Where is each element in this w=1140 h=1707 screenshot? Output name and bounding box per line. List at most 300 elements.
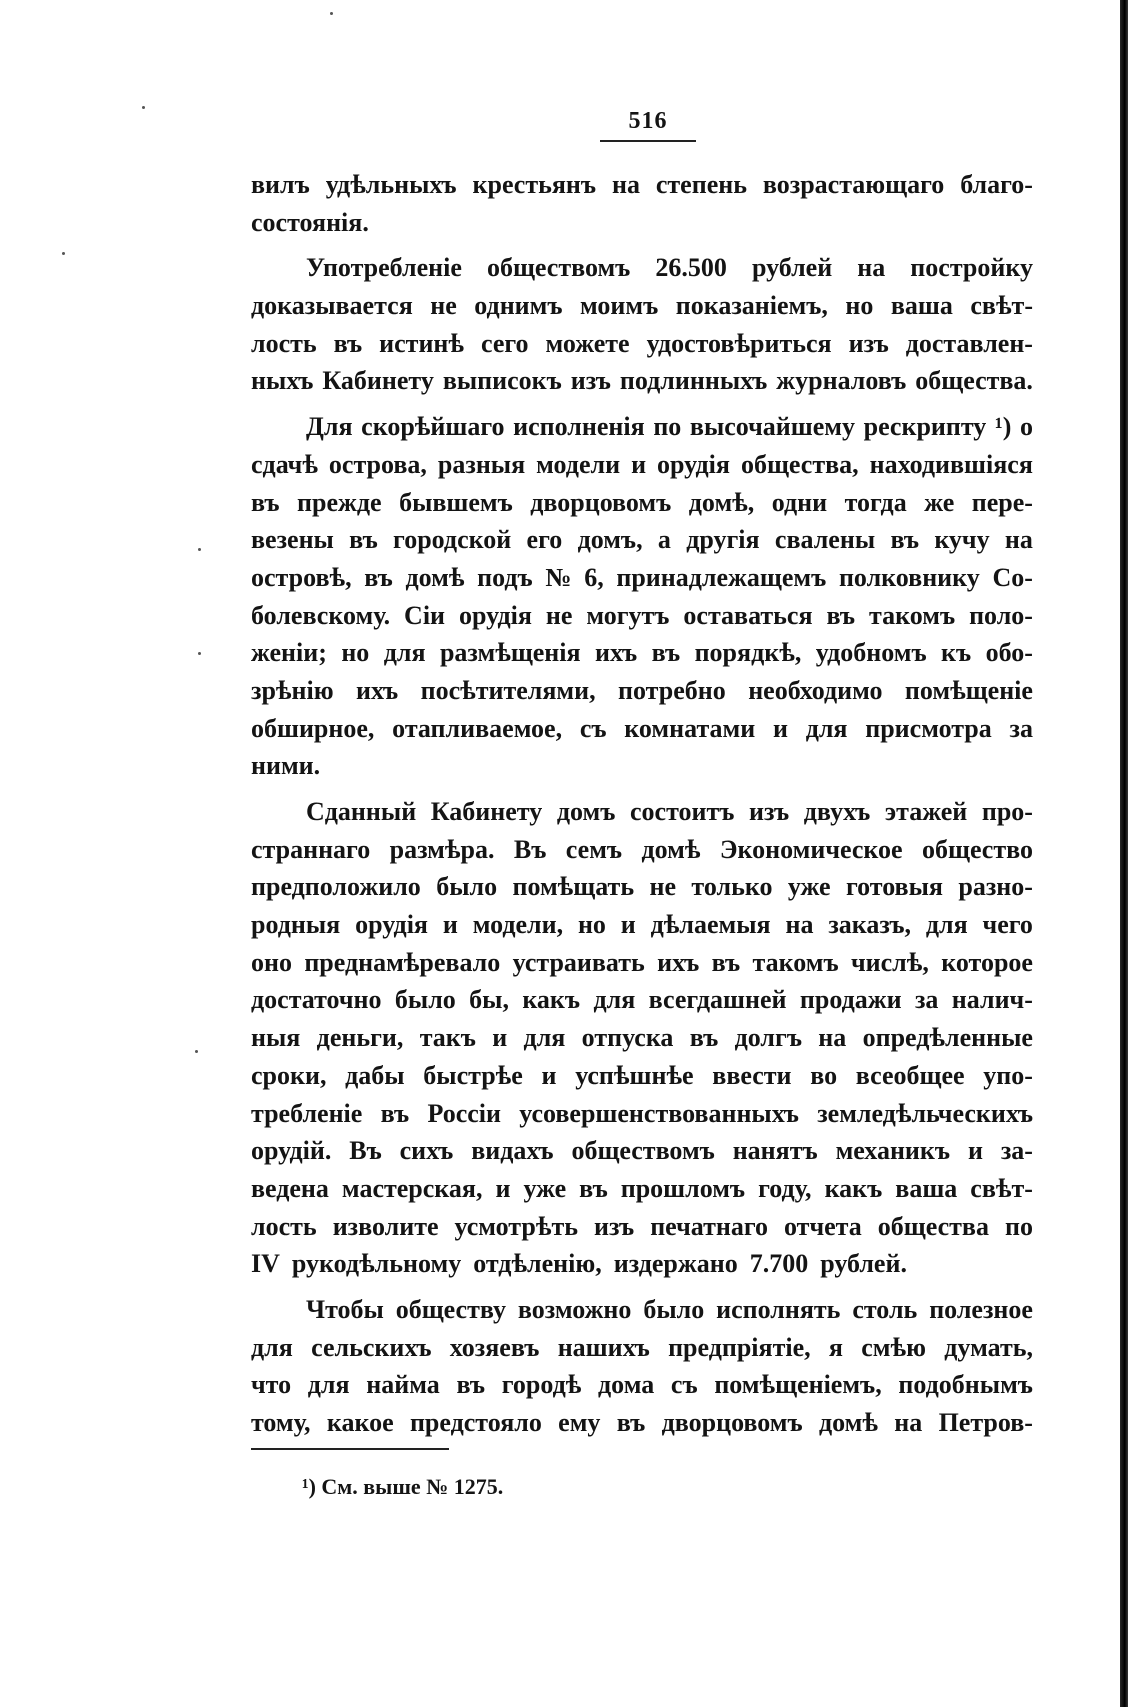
word: IV bbox=[251, 1249, 280, 1279]
word: требленіе bbox=[251, 1098, 363, 1128]
word: другія bbox=[686, 525, 760, 555]
word: дѣлаемыя bbox=[650, 910, 771, 940]
word: свѣт- bbox=[970, 291, 1033, 321]
text-line bbox=[251, 1249, 1033, 1287]
word: обширное, bbox=[251, 713, 375, 743]
word: ныя bbox=[251, 1023, 301, 1053]
scan-speck bbox=[195, 1050, 198, 1053]
word: числѣ, bbox=[851, 947, 929, 977]
word: я bbox=[828, 1332, 843, 1362]
word: сдачѣ bbox=[251, 449, 318, 479]
word: подобнымъ bbox=[898, 1370, 1033, 1400]
word: присмотра bbox=[865, 713, 992, 743]
word: для bbox=[383, 638, 426, 668]
text-line bbox=[251, 797, 1033, 835]
scan-speck bbox=[330, 12, 333, 15]
word: оставаться bbox=[683, 600, 813, 630]
word: выписокъ bbox=[442, 366, 562, 396]
word: размѣра. bbox=[389, 834, 495, 864]
text-line bbox=[251, 1099, 1033, 1137]
word: на bbox=[1004, 525, 1033, 555]
page-number: 516 bbox=[628, 108, 668, 134]
word: подъ bbox=[477, 562, 533, 592]
word: тому, bbox=[251, 1408, 311, 1437]
word: обществомъ bbox=[486, 253, 631, 283]
word: уже bbox=[787, 872, 831, 902]
word: изволите bbox=[332, 1211, 439, 1241]
word: было bbox=[643, 1294, 705, 1324]
word: думать, bbox=[944, 1332, 1033, 1362]
word: поло- bbox=[969, 600, 1033, 630]
word: въ bbox=[456, 1370, 486, 1400]
word: не bbox=[649, 872, 676, 902]
word: вилъ bbox=[251, 170, 310, 199]
word: было bbox=[394, 985, 456, 1015]
word: предпріятіе, bbox=[668, 1332, 811, 1362]
scan-speck bbox=[198, 652, 201, 655]
word: но bbox=[341, 638, 370, 668]
text-line bbox=[251, 872, 1033, 910]
scan-speck bbox=[142, 106, 145, 109]
word: въ bbox=[890, 525, 919, 555]
word: находившіяся bbox=[869, 449, 1033, 479]
word: въ bbox=[364, 562, 393, 592]
word: островѣ, bbox=[251, 562, 352, 592]
word: усмотрѣть bbox=[454, 1211, 578, 1241]
word: крестьянъ bbox=[472, 170, 597, 199]
word: всеобщее bbox=[855, 1060, 965, 1090]
word: возможно bbox=[517, 1294, 632, 1324]
text-line bbox=[251, 563, 1033, 601]
word: по bbox=[1004, 1211, 1033, 1241]
word: размѣщенія bbox=[439, 638, 581, 668]
text-line bbox=[251, 1174, 1033, 1212]
text-line bbox=[251, 1295, 1033, 1333]
word: однимъ bbox=[474, 291, 563, 321]
word: двухъ bbox=[803, 797, 871, 826]
word: такъ bbox=[419, 1023, 476, 1053]
word: для bbox=[593, 985, 636, 1015]
word: отчета bbox=[784, 1211, 862, 1241]
word: рублей bbox=[751, 253, 833, 283]
word: издержано bbox=[613, 1249, 738, 1279]
word: рублей. bbox=[820, 1249, 907, 1279]
word: какое bbox=[326, 1408, 394, 1437]
word: лость bbox=[251, 328, 317, 358]
word: Петров- bbox=[938, 1408, 1033, 1437]
word: доказывается bbox=[251, 291, 413, 321]
word: Сданный bbox=[306, 797, 417, 826]
word: механикъ bbox=[835, 1136, 951, 1166]
footnote: ¹) См. выше № 1275. bbox=[302, 1474, 504, 1499]
word: ними. bbox=[251, 751, 321, 781]
word: ихъ bbox=[356, 675, 399, 705]
word: смѣю bbox=[861, 1332, 926, 1362]
text-line bbox=[251, 1136, 1033, 1174]
word: чего bbox=[982, 910, 1033, 940]
word: преднамѣревало bbox=[304, 947, 501, 977]
word: Чтобы bbox=[306, 1294, 384, 1324]
word: въ bbox=[579, 1173, 608, 1203]
word: не bbox=[545, 600, 573, 630]
word: не bbox=[430, 291, 457, 321]
word: такомъ bbox=[869, 600, 956, 630]
word: столь bbox=[852, 1294, 918, 1324]
word: усовершенствованныхъ bbox=[519, 1098, 799, 1128]
word: нанятъ bbox=[732, 1136, 818, 1166]
word: городской bbox=[393, 525, 512, 555]
word: можете bbox=[545, 328, 630, 358]
word: въ bbox=[651, 638, 681, 668]
word: же bbox=[924, 487, 955, 517]
text-line bbox=[251, 1333, 1033, 1371]
text-line bbox=[251, 985, 1033, 1023]
word: въ bbox=[689, 1023, 719, 1053]
word: кучу bbox=[934, 525, 990, 555]
word: домѣ, bbox=[688, 487, 755, 517]
word: Со- bbox=[992, 562, 1033, 592]
word: бывшемъ bbox=[399, 487, 513, 517]
word: земледѣльческихъ bbox=[817, 1098, 1033, 1128]
word: рукодѣльному bbox=[291, 1249, 462, 1279]
word: везены bbox=[251, 525, 334, 555]
word: ихъ bbox=[595, 638, 638, 668]
word: и bbox=[772, 713, 788, 743]
word: про- bbox=[981, 797, 1033, 826]
word: могутъ bbox=[586, 600, 670, 630]
footnote-rule bbox=[251, 1448, 449, 1450]
word: пере- bbox=[971, 487, 1033, 517]
text-line bbox=[251, 601, 1033, 639]
word: продажи bbox=[799, 985, 902, 1015]
word: родныя bbox=[251, 910, 341, 940]
word: бы, bbox=[469, 985, 509, 1015]
word: только bbox=[691, 872, 773, 902]
word: налич- bbox=[951, 985, 1033, 1015]
word: и bbox=[631, 449, 647, 479]
word: помѣщеніемъ, bbox=[714, 1370, 882, 1400]
word: за bbox=[1009, 713, 1033, 743]
word: посѣтителями, bbox=[420, 675, 596, 705]
word: для bbox=[523, 1023, 566, 1053]
word: изъ bbox=[594, 1211, 635, 1241]
word: орудія bbox=[657, 449, 730, 479]
word: домѣ bbox=[405, 562, 465, 592]
word: 7.700 bbox=[749, 1249, 809, 1279]
word: зрѣнію bbox=[251, 675, 334, 705]
word: благо- bbox=[960, 170, 1033, 199]
text-line bbox=[251, 751, 1033, 789]
word: № bbox=[545, 562, 572, 592]
word: ихъ bbox=[657, 947, 700, 977]
word: дабы bbox=[345, 1060, 405, 1090]
word: прежде bbox=[297, 487, 382, 517]
word: помѣщеніе bbox=[904, 675, 1033, 705]
word: постройку bbox=[910, 253, 1033, 283]
word: домъ, bbox=[577, 525, 643, 555]
word: высочайшему bbox=[689, 412, 855, 442]
text-line bbox=[251, 450, 1033, 488]
word: ввести bbox=[712, 1060, 792, 1090]
word: и bbox=[967, 1136, 983, 1166]
word: на bbox=[611, 170, 640, 199]
word: свѣт- bbox=[970, 1173, 1033, 1203]
word: орудія bbox=[355, 910, 428, 940]
word: тогда bbox=[844, 487, 907, 517]
word: женіи; bbox=[251, 638, 327, 668]
word: которое bbox=[941, 947, 1033, 977]
text-line bbox=[251, 253, 1033, 291]
word: состоитъ bbox=[629, 797, 735, 826]
word: потребно bbox=[618, 675, 726, 705]
word: Экономическое bbox=[719, 834, 903, 864]
word: какъ bbox=[522, 985, 581, 1015]
word: ему bbox=[558, 1408, 601, 1437]
word: разныя bbox=[437, 449, 526, 479]
text-line bbox=[251, 366, 1033, 404]
text-line bbox=[251, 1370, 1033, 1408]
text-line bbox=[251, 170, 1033, 208]
word: съ bbox=[579, 713, 607, 743]
text-line bbox=[251, 835, 1033, 873]
word: Россіи bbox=[427, 1098, 501, 1128]
word: изъ bbox=[848, 328, 889, 358]
word: найма bbox=[366, 1370, 440, 1400]
text-line bbox=[251, 208, 1033, 246]
word: долгъ bbox=[734, 1023, 802, 1053]
word: но bbox=[845, 291, 874, 321]
word: достаточно bbox=[251, 985, 382, 1015]
word: удостовѣриться bbox=[646, 328, 832, 358]
body-text bbox=[251, 170, 1033, 1446]
word: дворцовомъ bbox=[530, 487, 672, 517]
scan-speck bbox=[198, 548, 201, 551]
word: видахъ bbox=[471, 1136, 554, 1166]
word: комнатами bbox=[624, 713, 756, 743]
word: Кабинету bbox=[430, 797, 543, 826]
text-line bbox=[251, 638, 1033, 676]
word: исполненія bbox=[513, 412, 645, 442]
word: состоянія. bbox=[251, 207, 369, 237]
text-line bbox=[251, 525, 1033, 563]
text-line bbox=[251, 1408, 1033, 1446]
word: и bbox=[495, 1173, 511, 1203]
word: разно- bbox=[958, 872, 1033, 902]
word: готовыя bbox=[845, 872, 943, 902]
word: въ bbox=[349, 525, 378, 555]
word: было bbox=[436, 872, 498, 902]
word: для bbox=[307, 1370, 350, 1400]
word: для bbox=[925, 910, 968, 940]
word: рескрипту bbox=[863, 412, 987, 442]
page-number-rule bbox=[600, 140, 696, 142]
text-line bbox=[251, 1212, 1033, 1250]
word: степень bbox=[655, 170, 747, 199]
word: нашихъ bbox=[557, 1332, 650, 1362]
word: порядкѣ, bbox=[694, 638, 802, 668]
word: Для bbox=[306, 412, 353, 442]
word: для bbox=[251, 1332, 293, 1362]
word: свалены bbox=[774, 525, 876, 555]
text-line bbox=[251, 910, 1033, 948]
word: на bbox=[818, 1023, 847, 1053]
word: къ bbox=[941, 638, 972, 668]
word: уже bbox=[523, 1173, 567, 1203]
word: Въ bbox=[349, 1136, 382, 1166]
word: сего bbox=[480, 328, 529, 358]
word: модели bbox=[536, 449, 621, 479]
word: на bbox=[785, 910, 814, 940]
word: что bbox=[251, 1370, 292, 1400]
scan-edge bbox=[1120, 0, 1128, 1707]
word: обществу bbox=[395, 1294, 506, 1324]
word: болевскому. bbox=[251, 600, 391, 630]
word: заказъ, bbox=[828, 910, 912, 940]
word: Сіи bbox=[404, 600, 446, 630]
word: хозяевъ bbox=[449, 1332, 540, 1362]
text-line bbox=[251, 714, 1033, 752]
word: опредѣленные bbox=[862, 1023, 1033, 1053]
word: за bbox=[914, 985, 939, 1015]
word: печатнаго bbox=[650, 1211, 768, 1241]
word: Въ bbox=[513, 834, 547, 864]
word: успѣшнѣе bbox=[575, 1060, 694, 1090]
word: доставлен- bbox=[905, 328, 1033, 358]
word: въ bbox=[616, 1408, 646, 1437]
word: мастерская, bbox=[341, 1173, 483, 1203]
word: но bbox=[577, 910, 606, 940]
word: истинѣ bbox=[379, 328, 465, 358]
word: всегдашней bbox=[648, 985, 787, 1015]
word: отапливаемое, bbox=[392, 713, 563, 743]
word: помѣщать bbox=[512, 872, 635, 902]
word: о bbox=[1020, 412, 1033, 442]
word: ваша bbox=[895, 1173, 958, 1203]
text-line bbox=[251, 676, 1033, 714]
word: на bbox=[894, 1408, 923, 1437]
word: дома bbox=[598, 1370, 655, 1400]
word: домѣ bbox=[818, 1408, 878, 1437]
word: острова, bbox=[328, 449, 427, 479]
word: отдѣленію, bbox=[473, 1249, 602, 1279]
word: семъ bbox=[565, 834, 623, 864]
word: сельскихъ bbox=[311, 1332, 432, 1362]
word: подлинныхъ bbox=[619, 366, 768, 396]
word: быстрѣе bbox=[423, 1060, 523, 1090]
word: за- bbox=[1000, 1136, 1033, 1166]
word: одни bbox=[771, 487, 828, 517]
word: моимъ bbox=[580, 291, 659, 321]
word: орудій. bbox=[251, 1136, 332, 1166]
word: предположило bbox=[251, 872, 421, 902]
word: Употребленіе bbox=[306, 253, 462, 283]
word: для bbox=[805, 713, 848, 743]
word: году, bbox=[758, 1173, 812, 1203]
word: домъ bbox=[556, 797, 616, 826]
word: возрастающаго bbox=[762, 170, 945, 199]
word: и bbox=[541, 1060, 557, 1090]
word: лость bbox=[251, 1211, 317, 1241]
word: полковнику bbox=[838, 562, 980, 592]
text-line bbox=[251, 1023, 1033, 1061]
word: удѣльныхъ bbox=[325, 170, 457, 199]
word: въ bbox=[826, 600, 856, 630]
word: общества, bbox=[740, 449, 859, 479]
word: ныхъ bbox=[251, 366, 314, 396]
word: а bbox=[657, 525, 671, 555]
word: и bbox=[442, 910, 458, 940]
word: общества. bbox=[915, 366, 1033, 396]
word: Кабинету bbox=[322, 366, 434, 396]
word: журналовъ bbox=[776, 366, 907, 396]
word: его bbox=[526, 525, 563, 555]
word: деньги, bbox=[316, 1023, 404, 1053]
word: въ bbox=[251, 487, 280, 517]
word: модели, bbox=[472, 910, 564, 940]
word: съ bbox=[670, 1370, 698, 1400]
word: орудія bbox=[458, 600, 532, 630]
word: на bbox=[857, 253, 886, 283]
word: устраивать bbox=[512, 947, 645, 977]
word: оно bbox=[251, 947, 292, 977]
text-line bbox=[251, 948, 1033, 986]
word: принадлежащемъ bbox=[616, 562, 827, 592]
word: общество bbox=[922, 834, 1033, 864]
scan-speck bbox=[62, 252, 65, 255]
word: ¹) bbox=[994, 412, 1012, 442]
word: прошломъ bbox=[620, 1173, 746, 1203]
word: общества bbox=[877, 1211, 989, 1241]
word: сихъ bbox=[399, 1136, 454, 1166]
word: какъ bbox=[824, 1173, 883, 1203]
word: въ bbox=[380, 1098, 410, 1128]
word: по bbox=[653, 412, 682, 442]
text-line bbox=[251, 1061, 1033, 1099]
word: и bbox=[620, 910, 636, 940]
word: ведена bbox=[251, 1173, 329, 1203]
text-line bbox=[251, 329, 1033, 367]
word: страннаго bbox=[251, 834, 371, 864]
text-line bbox=[251, 291, 1033, 329]
word: скорѣйшаго bbox=[361, 412, 505, 442]
text-line bbox=[251, 412, 1033, 450]
word: и bbox=[492, 1023, 508, 1053]
word: изъ bbox=[570, 366, 611, 396]
word: упо- bbox=[983, 1060, 1033, 1090]
word: обо- bbox=[985, 638, 1033, 668]
word: исполнять bbox=[716, 1294, 841, 1324]
word: 6, bbox=[584, 562, 604, 592]
word: во bbox=[810, 1060, 838, 1090]
word: обществомъ bbox=[571, 1136, 715, 1166]
word: дворцовомъ bbox=[661, 1408, 803, 1437]
word: такомъ bbox=[752, 947, 839, 977]
word: въ bbox=[711, 947, 741, 977]
word: этажей bbox=[884, 797, 968, 826]
word: сроки, bbox=[251, 1060, 327, 1090]
word: необходимо bbox=[748, 675, 883, 705]
word: отпуска bbox=[581, 1023, 674, 1053]
word: полезное bbox=[929, 1294, 1033, 1324]
word: домѣ bbox=[641, 834, 701, 864]
word: предстояло bbox=[409, 1408, 542, 1437]
word: удобномъ bbox=[815, 638, 927, 668]
word: показаніемъ, bbox=[675, 291, 828, 321]
word: 26.500 bbox=[655, 253, 727, 283]
word: изъ bbox=[749, 797, 790, 826]
word: городѣ bbox=[501, 1370, 582, 1400]
word: ваша bbox=[890, 291, 953, 321]
